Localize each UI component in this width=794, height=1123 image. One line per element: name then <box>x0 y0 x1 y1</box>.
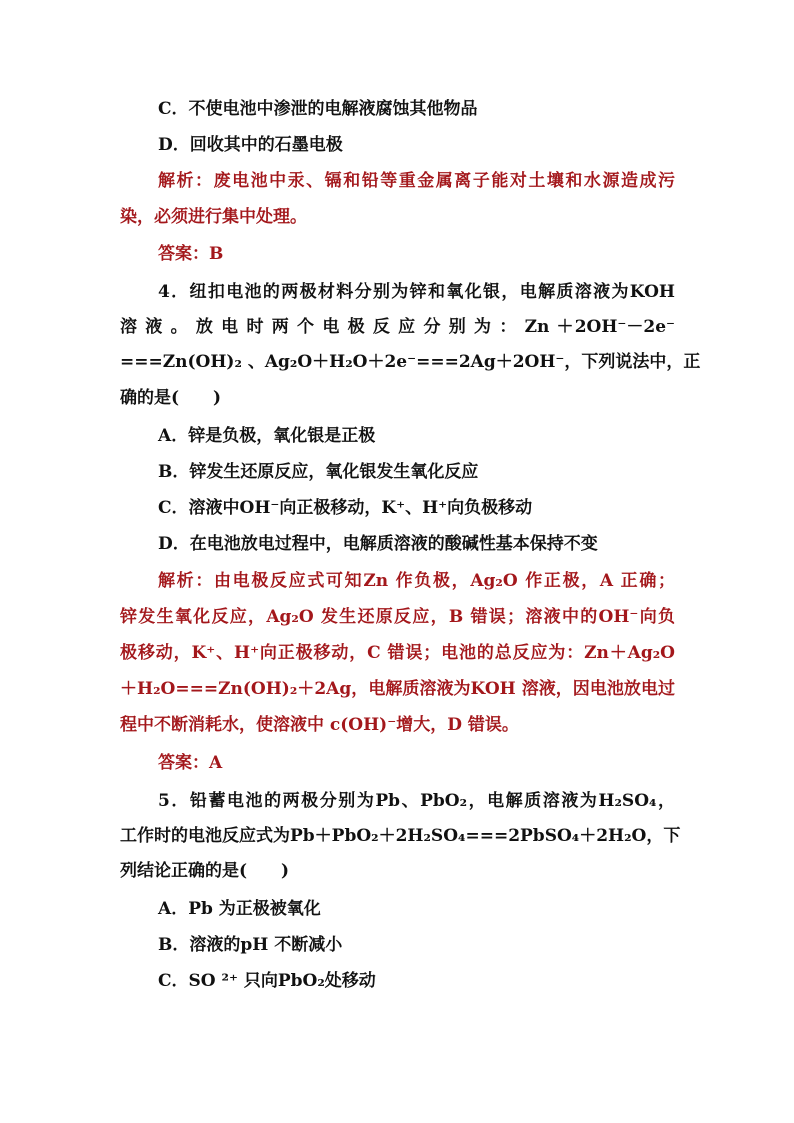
q4-analysis-line-1 <box>158 569 675 593</box>
q5-stem-line-2: 工作时的电池反应式为Pb＋PbO₂＋2H₂SO₄===2PbSO₄＋2H₂O，下 <box>120 826 681 846</box>
q3-answer <box>158 242 675 266</box>
q5-option-b: B．溶液的pH 不断减小 <box>158 935 343 955</box>
q4-stem-line-1: 4．纽扣电池的两极材料分别为锌和氧化银，电解质溶液为KOH <box>158 282 675 302</box>
q4-option-b: B．锌发生还原反应，氧化银发生氧化反应 <box>158 462 479 482</box>
answer-label: 答案 <box>158 753 192 773</box>
q3-analysis-line-2: 染，必须进行集中处理。 <box>120 207 307 227</box>
analysis-label: 解析 <box>158 171 196 191</box>
q4-option-d: D．在电池放电过程中，电解质溶液的酸碱性基本保持不变 <box>158 534 598 554</box>
q4-analysis-line-3: 极移动，K⁺、H⁺向正极移动，C 错误；电池的总反应为：Zn＋Ag₂O <box>120 643 675 663</box>
analysis-label: 解析 <box>158 571 196 591</box>
analysis-text: ：由电极反应式可知Zn 作负极，Ag₂O 作正极，A 正确； <box>195 571 676 591</box>
q5-option-a: A．Pb 为正极被氧化 <box>158 899 321 919</box>
q4-analysis-line-5: 程中不断消耗水，使溶液中 c(OH)⁻增大，D 错误。 <box>120 715 519 735</box>
answer-value: ：A <box>192 753 223 773</box>
q4-analysis-line-4: ＋H₂O===Zn(OH)₂＋2Ag，电解质溶液为KOH 溶液，因电池放电过 <box>120 679 675 699</box>
q5-stem-line-1: 5．铅蓄电池的两极分别为Pb、PbO₂，电解质溶液为H₂SO₄， <box>158 791 675 811</box>
q3-option-d: D．回收其中的石墨电极 <box>158 135 343 155</box>
q3-analysis-line-1 <box>158 169 675 193</box>
answer-value: ：B <box>192 244 224 264</box>
q5-stem-line-3: 列结论正确的是( ) <box>120 861 290 881</box>
q4-stem-line-3: ===Zn(OH)₂ 、Ag₂O＋H₂O＋2e⁻===2Ag＋2OH⁻，下列说法中，正 <box>120 352 701 372</box>
q4-option-c: C．溶液中OH⁻向正极移动，K⁺、H⁺向负极移动 <box>158 498 533 518</box>
q4-analysis-line-2: 锌发生氧化反应，Ag₂O 发生还原反应，B 错误；溶液中的OH⁻向负 <box>120 607 675 627</box>
q4-stem-line-2: 溶 液 。 放 电 时 两 个 电 极 反 应 分 别 为 ： Zn ＋2OH⁻－2e⁻ <box>120 317 675 337</box>
q3-option-c: C．不使电池中渗泄的电解液腐蚀其他物品 <box>158 99 478 119</box>
q4-answer <box>158 751 675 775</box>
q4-option-a: A．锌是负极，氧化银是正极 <box>158 426 376 446</box>
q5-option-c: C．SO ²⁺ 只向PbO₂处移动 <box>158 971 376 991</box>
analysis-text: ：废电池中汞、镉和铅等重金属离子能对土壤和水源造成污 <box>195 171 676 191</box>
q4-stem-line-4: 确的是( ) <box>120 388 222 408</box>
answer-label: 答案 <box>158 244 192 264</box>
